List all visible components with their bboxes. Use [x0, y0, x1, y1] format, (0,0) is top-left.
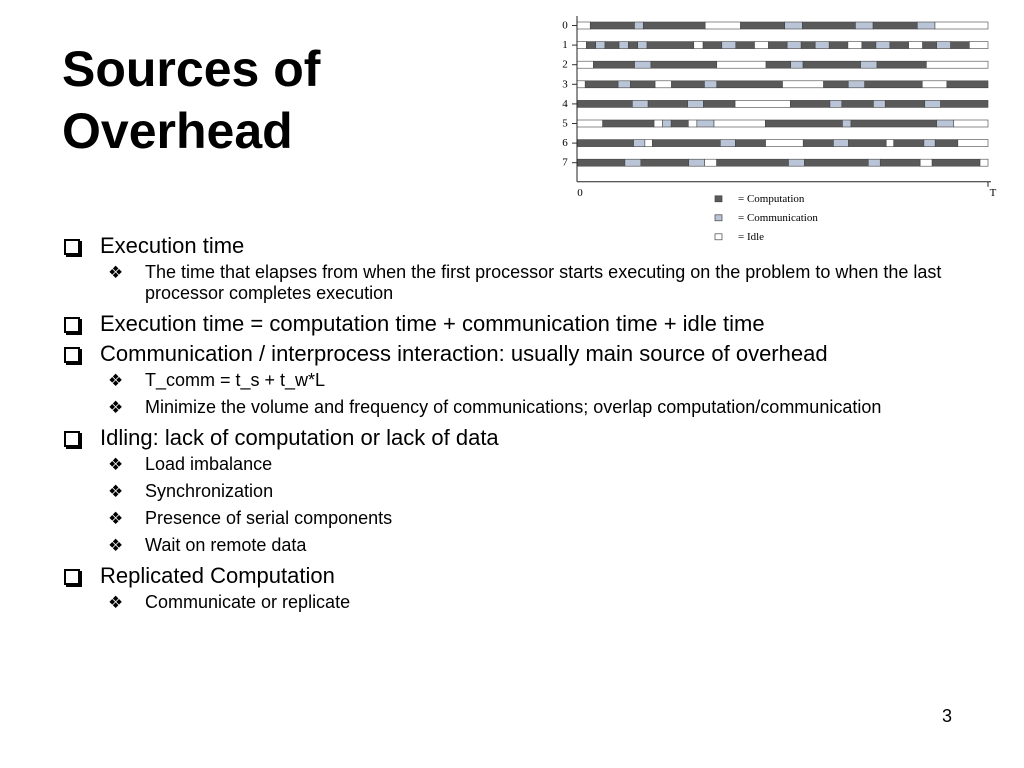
sub-bullet-text: T_comm = t_s + t_w*L — [145, 370, 326, 390]
timeline-segment — [672, 81, 705, 88]
sub-bullet-text: Presence of serial components — [145, 508, 393, 528]
timeline-segment — [638, 42, 647, 49]
timeline-segment — [851, 120, 937, 127]
timeline-segment — [833, 140, 848, 147]
diamond-bullet-icon: ❖ — [108, 536, 124, 555]
timeline-segment — [785, 22, 803, 29]
timeline-segment — [619, 42, 628, 49]
timeline-segment — [577, 159, 625, 166]
timeline-segment — [590, 22, 634, 29]
timeline-segment — [593, 61, 634, 68]
timeline-segment — [802, 22, 855, 29]
timeline-segment — [586, 42, 595, 49]
slide-number: 3 — [942, 706, 953, 726]
timeline-segment — [830, 100, 842, 107]
processor-label: 0 — [562, 19, 568, 32]
processor-label: 3 — [562, 78, 568, 91]
bullet-item — [62, 310, 992, 338]
timeline-segment — [917, 22, 935, 29]
timeline-segment — [703, 42, 722, 49]
timeline-segment — [937, 120, 954, 127]
diamond-bullet-icon: ❖ — [108, 398, 124, 417]
processor-label: 5 — [562, 117, 568, 130]
sub-bullet-item — [108, 481, 992, 502]
timeline-segment — [787, 42, 801, 49]
diamond-bullet-icon: ❖ — [108, 263, 124, 282]
bullet-list — [62, 232, 992, 619]
square-bullet-icon — [64, 569, 80, 585]
timeline-segment — [877, 61, 926, 68]
timeline-segment — [842, 100, 874, 107]
timeline-segment — [829, 42, 848, 49]
timeline-segment — [803, 140, 833, 147]
timeline-segment — [824, 81, 849, 88]
timeline-segment — [804, 159, 868, 166]
bullet-text: Communication / interprocess interaction: usually main source of overhead — [100, 341, 828, 366]
timeline-segment — [717, 159, 789, 166]
timeline-segment — [647, 42, 694, 49]
timeline-segment — [741, 22, 785, 29]
timeline-segment — [628, 42, 637, 49]
timeline-segment — [766, 61, 791, 68]
timeline-segment — [941, 100, 988, 107]
timeline-segment — [925, 100, 941, 107]
legend-label: = Idle — [738, 230, 765, 243]
timeline-segment — [663, 120, 672, 127]
timeline-segment — [766, 140, 804, 147]
sub-bullet-text: Load imbalance — [145, 454, 273, 474]
timeline-segment — [886, 140, 894, 147]
timeline-segment — [885, 100, 925, 107]
timeline-segment — [935, 22, 988, 29]
timeline-segment — [577, 140, 634, 147]
diamond-bullet-icon: ❖ — [108, 371, 124, 390]
timeline-segment — [848, 81, 864, 88]
timeline-segment — [790, 100, 830, 107]
timeline-segment — [635, 61, 651, 68]
timeline-segment — [577, 81, 585, 88]
sub-bullet-text: Minimize the volume and frequency of communications; overlap computation/communication — [145, 397, 882, 417]
sub-bullet-text: Synchronization — [145, 481, 274, 501]
axis-end-label: T — [989, 186, 997, 199]
timeline-segment — [735, 140, 765, 147]
sub-bullet-item — [108, 535, 992, 556]
timeline-segment — [645, 140, 653, 147]
square-bullet-icon — [64, 431, 80, 447]
timeline-segment — [868, 159, 880, 166]
legend-label: = Communication — [738, 211, 818, 224]
timeline-segment — [842, 120, 851, 127]
timeline-segment — [577, 42, 586, 49]
timeline-segment — [924, 140, 935, 147]
timeline-segment — [625, 159, 641, 166]
timeline-segment — [783, 81, 824, 88]
timeline-segment — [855, 22, 873, 29]
timeline-segment — [890, 42, 909, 49]
sub-bullet-item — [108, 454, 992, 475]
timeline-segment — [954, 120, 988, 127]
axis-start-label: 0 — [577, 186, 583, 199]
slide-title-line2: Overhead — [62, 103, 293, 159]
timeline-segment — [652, 140, 720, 147]
timeline-segment — [765, 120, 842, 127]
timeline-segment — [947, 81, 988, 88]
timeline-segment — [577, 120, 603, 127]
timeline-segment — [894, 140, 924, 147]
sub-bullet-item — [108, 262, 992, 304]
diamond-bullet-icon: ❖ — [108, 455, 124, 474]
timeline-segment — [689, 159, 705, 166]
timeline-segment — [603, 120, 654, 127]
timeline-segment — [605, 42, 619, 49]
timeline-segment — [848, 42, 862, 49]
legend-label: = Computation — [738, 192, 805, 205]
timeline-segment — [922, 81, 947, 88]
timeline-segment — [643, 22, 705, 29]
sub-bullet-item — [108, 508, 992, 529]
timeline-segment — [920, 159, 932, 166]
timeline-segment — [654, 120, 663, 127]
timeline-segment — [634, 22, 643, 29]
processor-label: 4 — [562, 97, 568, 110]
sub-bullet-item — [108, 370, 992, 391]
processor-label: 7 — [562, 156, 568, 169]
sub-bullet-text: Communicate or replicate — [145, 592, 351, 612]
timeline-segment — [862, 42, 876, 49]
square-bullet-icon — [64, 317, 80, 333]
sub-bullet-text: Wait on remote data — [145, 535, 307, 555]
timeline-segment — [735, 100, 790, 107]
timeline-segment — [980, 159, 988, 166]
timeline-segment — [791, 61, 803, 68]
timeline-segment — [951, 42, 970, 49]
timeline-segment — [705, 22, 740, 29]
timeline-segment — [634, 140, 645, 147]
timeline-segment — [926, 61, 988, 68]
timeline-segment — [932, 159, 980, 166]
timeline-segment — [585, 81, 618, 88]
timeline-segment — [873, 100, 885, 107]
diamond-bullet-icon: ❖ — [108, 509, 124, 528]
diamond-bullet-icon: ❖ — [108, 593, 124, 612]
timeline-segment — [768, 42, 787, 49]
timeline-segment — [935, 140, 958, 147]
timeline-segment — [577, 22, 590, 29]
timeline-segment — [717, 81, 783, 88]
timeline-segment — [861, 61, 877, 68]
timeline-segment — [754, 42, 768, 49]
timeline-segment — [736, 42, 755, 49]
sub-bullet-text: The time that elapses from when the first processor starts executing on the problem to when the last processor completes execution — [145, 262, 942, 303]
timeline-segment — [704, 81, 716, 88]
timeline-segment — [714, 120, 765, 127]
timeline-segment — [720, 140, 735, 147]
timeline-segment — [596, 42, 605, 49]
square-bullet-icon — [64, 347, 80, 363]
timeline-segment — [577, 61, 593, 68]
square-bullet-icon — [64, 239, 80, 255]
timeline-segment — [937, 42, 951, 49]
timeline-segment — [876, 42, 890, 49]
timeline-segment — [803, 61, 861, 68]
timeline-segment — [655, 81, 671, 88]
timeline-segment — [958, 140, 988, 147]
timeline-segment — [630, 81, 655, 88]
processor-label: 1 — [562, 39, 568, 52]
timeline-segment — [788, 159, 804, 166]
timeline-segment — [909, 42, 923, 49]
bullet-item — [62, 232, 992, 260]
timeline-segment — [641, 159, 689, 166]
timeline-segment — [815, 42, 829, 49]
legend-swatch — [715, 215, 722, 221]
timeline-segment — [632, 100, 648, 107]
timeline-segment — [688, 120, 697, 127]
timeline-segment — [688, 100, 704, 107]
bullet-item — [62, 340, 992, 368]
timeline-segment — [671, 120, 688, 127]
timeline-segment — [648, 100, 688, 107]
timeline-segment — [697, 120, 714, 127]
bullet-item — [62, 562, 992, 590]
slide-title — [62, 38, 320, 162]
timeline-segment — [717, 61, 766, 68]
bullet-item — [62, 424, 992, 452]
timeline-segment — [618, 81, 630, 88]
timeline-segment — [969, 42, 988, 49]
timeline-segment — [848, 140, 886, 147]
processor-label: 2 — [562, 58, 568, 71]
bullet-text: Execution time — [100, 233, 245, 258]
sub-bullet-item — [108, 397, 992, 418]
timeline-segment — [865, 81, 923, 88]
timeline-segment — [651, 61, 717, 68]
timeline-segment — [923, 42, 937, 49]
timeline-segment — [801, 42, 815, 49]
timeline-segment — [873, 22, 917, 29]
timeline-segment — [722, 42, 736, 49]
timeline-segment — [705, 159, 717, 166]
slide-title-line1: Sources of — [62, 41, 321, 97]
legend-swatch — [715, 196, 722, 202]
timeline-segment — [694, 42, 703, 49]
bullet-text: Execution time = computation time + communication time + idle time — [100, 311, 765, 336]
processor-timeline-diagram — [555, 14, 1005, 254]
sub-bullet-item — [108, 592, 992, 613]
processor-label: 6 — [562, 137, 568, 150]
timeline-segment — [577, 100, 632, 107]
bullet-text: Idling: lack of computation or lack of data — [100, 425, 499, 450]
diamond-bullet-icon: ❖ — [108, 482, 124, 501]
bullet-text: Replicated Computation — [100, 563, 335, 588]
timeline-segment — [703, 100, 735, 107]
timeline-segment — [880, 159, 920, 166]
